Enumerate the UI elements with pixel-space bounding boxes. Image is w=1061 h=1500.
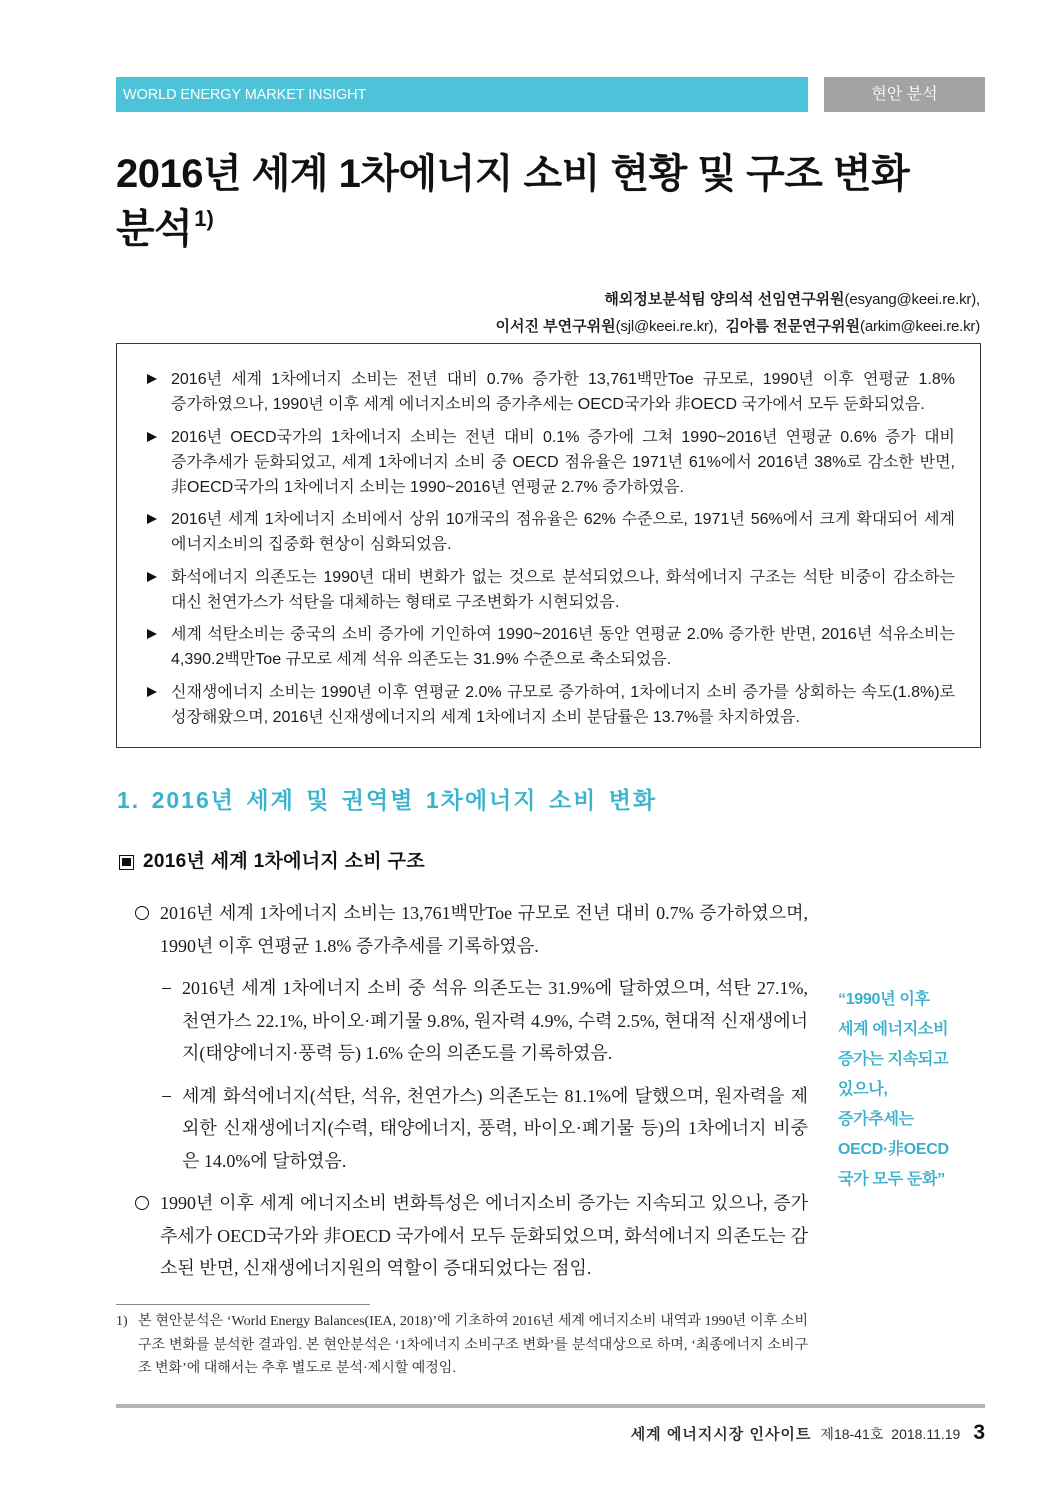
footnote-marker: 1) — [116, 1314, 128, 1329]
author-email: (esyang@keei.re.kr), — [844, 291, 980, 308]
author-list — [300, 286, 980, 340]
footer-publication: 세계 에너지시장 인사이트 — [630, 1426, 812, 1443]
pull-quote-line: 증가추세는 — [838, 1111, 914, 1128]
summary-item-text: 세계 석탄소비는 중국의 소비 증가에 기인하여 1990~2016년 동안 연평균 2.0% 증가한 반면, 2016년 석유소비는 4,390.2백만Toe 규모로 세계 석유 의존도는 31.9% 수준으로 축소되었음. — [171, 626, 955, 668]
footnote-divider — [116, 1304, 370, 1305]
author-name: 해외정보분석팀 양의석 선임연구위원 — [604, 291, 845, 308]
pull-quote-line: 증가는 지속되고 — [838, 1051, 949, 1068]
author-line-2 — [300, 313, 980, 340]
page-number: 3 — [973, 1421, 985, 1444]
pull-quote-line: “1990년 이후 — [838, 991, 930, 1008]
section-tag-label: 현안 분석 — [871, 86, 938, 103]
summary-item — [171, 622, 955, 672]
footnote-text: 본 현안분석은 ‘World Energy Balances(IEA, 2018)’에 기초하여 2016년 세계 에너지소비 내역과 1990년 이후 소비구조 변화를 분석한 결과임. 본 현안분석은 ‘1차에너지 소비구조 변화’를 분석대상으로 하며, ‘최종에너지 소비구조 변화’에 대해서는 추후 별도로 분석·제시할 예정임. — [138, 1314, 808, 1376]
author-name: 이서진 부연구위원 — [495, 318, 616, 335]
summary-item — [171, 425, 955, 500]
subsection-heading — [118, 849, 425, 875]
pull-quote — [838, 985, 988, 1195]
author-name: 김아름 전문연구위원 — [725, 318, 861, 335]
triangle-right-icon — [147, 514, 157, 524]
footer-issue: 제18-41호 — [820, 1426, 884, 1442]
body-detail-text: 세계 화석에너지(석탄, 석유, 천연가스) 의존도는 81.1%에 달했으며, 원자력을 제외한 신재생에너지(수력, 태양에너지, 풍력, 바이오·폐기물 등)의 1차에너지 비중은 14.0%에 달하였음. — [182, 1085, 808, 1171]
author-email: (arkim@keei.re.kr) — [860, 318, 980, 335]
summary-item-text: 2016년 OECD국가의 1차에너지 소비는 전년 대비 0.1% 증가에 그쳐 1990~2016년 연평균 0.6% 증가 대비 증가추세가 둔화되었고, 세계 1차에너지 소비 중 OECD 점유율은 1971년 61%에서 2016년 38%로 감소한 반면, 非OECD국가의 1차에너지 소비는 1990~2016년 연평균 2.7% 증가하였음. — [171, 428, 955, 496]
body-text — [160, 897, 808, 1285]
body-point — [160, 1187, 808, 1285]
body-point-text: 2016년 세계 1차에너지 소비는 13,761백만Toe 규모로 전년 대비 0.7% 증가하였으며, 1990년 이후 연평균 1.8% 증가추세를 기록하였음. — [160, 903, 808, 956]
body-detail — [182, 972, 808, 1070]
subsection-heading-text: 2016년 세계 1차에너지 소비 구조 — [143, 851, 425, 872]
summary-item — [171, 680, 955, 730]
summary-item — [171, 565, 955, 615]
circle-icon — [135, 906, 149, 920]
brand-bar — [116, 77, 808, 112]
pull-quote-line: 있으나, — [838, 1081, 888, 1098]
page-footer — [500, 1420, 985, 1448]
body-detail — [182, 1080, 808, 1178]
pull-quote-line: 국가 모두 둔화” — [838, 1171, 945, 1188]
summary-item-text: 2016년 세계 1차에너지 소비에서 상위 10개국의 점유율은 62% 수준으로, 1971년 56%에서 크게 확대되어 세계 에너지소비의 집중화 현상이 심화되었음. — [171, 511, 955, 553]
publication-brand: WORLD ENERGY MARKET INSIGHT — [123, 87, 367, 103]
body-point — [160, 897, 808, 962]
author-email: (sjl@keei.re.kr), — [615, 318, 718, 335]
summary-item-text: 화석에너지 의존도는 1990년 대비 변화가 없는 것으로 분석되었으나, 화석에너지 구조는 석탄 비중이 감소하는 대신 천연가스가 석탄을 대체하는 형태로 구조변화가 시현되었음. — [171, 568, 955, 611]
summary-item-text: 2016년 세계 1차에너지 소비는 전년 대비 0.7% 증가한 13,761백만Toe 규모로, 1990년 이후 연평균 1.8% 증가하였으나, 1990년 이후 세계 에너지소비의 증가추세는 OECD국가와 非OECD 국가에서 모두 둔화되었음. — [171, 371, 955, 413]
section-tag — [824, 77, 985, 112]
title-line-2 — [116, 202, 1016, 262]
title-footnote-ref: 1) — [194, 206, 214, 231]
dash-icon — [162, 1096, 171, 1097]
summary-item-text: 신재생에너지 소비는 1990년 이후 연평균 2.0% 규모로 증가하여, 1차에너지 소비 증가를 상회하는 속도(1.8%)로 성장해왔으며, 2016년 신재생에너지의 세계 1차에너지 소비 분담률은 13.7%를 차지하였음. — [171, 683, 955, 726]
body-detail-text: 2016년 세계 1차에너지 소비 중 석유 의존도는 31.9%에 달하였으며, 석탄 27.1%, 천연가스 22.1%, 바이오·폐기물 9.8%, 원자력 4.9%, 수력 2.5%, 현대적 신재생에너지(태양에너지·풍력 등) 1.6% 순의 의존도를 기록하였음. — [182, 978, 808, 1063]
pull-quote-line: OECD·非OECD — [838, 1141, 949, 1158]
triangle-right-icon — [147, 374, 157, 384]
footer-date: 2018.11.19 — [891, 1426, 961, 1442]
summary-box — [116, 343, 981, 748]
summary-item — [171, 507, 955, 557]
pull-quote-line: 세계 에너지소비 — [838, 1021, 949, 1038]
triangle-right-icon — [147, 687, 157, 697]
triangle-right-icon — [147, 432, 157, 442]
body-point-text: 1990년 이후 세계 에너지소비 변화특성은 에너지소비 증가는 지속되고 있으나, 증가추세가 OECD국가와 非OECD 국가에서 모두 둔화되었으며, 화석에너지 의존도는 감소된 반면, 신재생에너지원의 역할이 증대되었다는 점임. — [160, 1193, 808, 1278]
triangle-right-icon — [147, 572, 157, 582]
triangle-right-icon — [147, 629, 157, 639]
title-line-1: 2016년 세계 1차에너지 소비 현황 및 구조 변화 — [116, 152, 910, 196]
square-in-square-icon — [119, 855, 134, 870]
section-heading: 1. 2016년 세계 및 권역별 1차에너지 소비 변화 — [117, 787, 658, 813]
footer-divider — [116, 1404, 985, 1408]
author-line-1 — [300, 286, 980, 313]
summary-item — [171, 367, 955, 417]
title-line-2-text: 분석 — [116, 207, 193, 251]
circle-icon — [135, 1196, 149, 1210]
footnote — [116, 1310, 808, 1381]
dash-icon — [162, 988, 171, 989]
article-title — [116, 147, 1016, 262]
